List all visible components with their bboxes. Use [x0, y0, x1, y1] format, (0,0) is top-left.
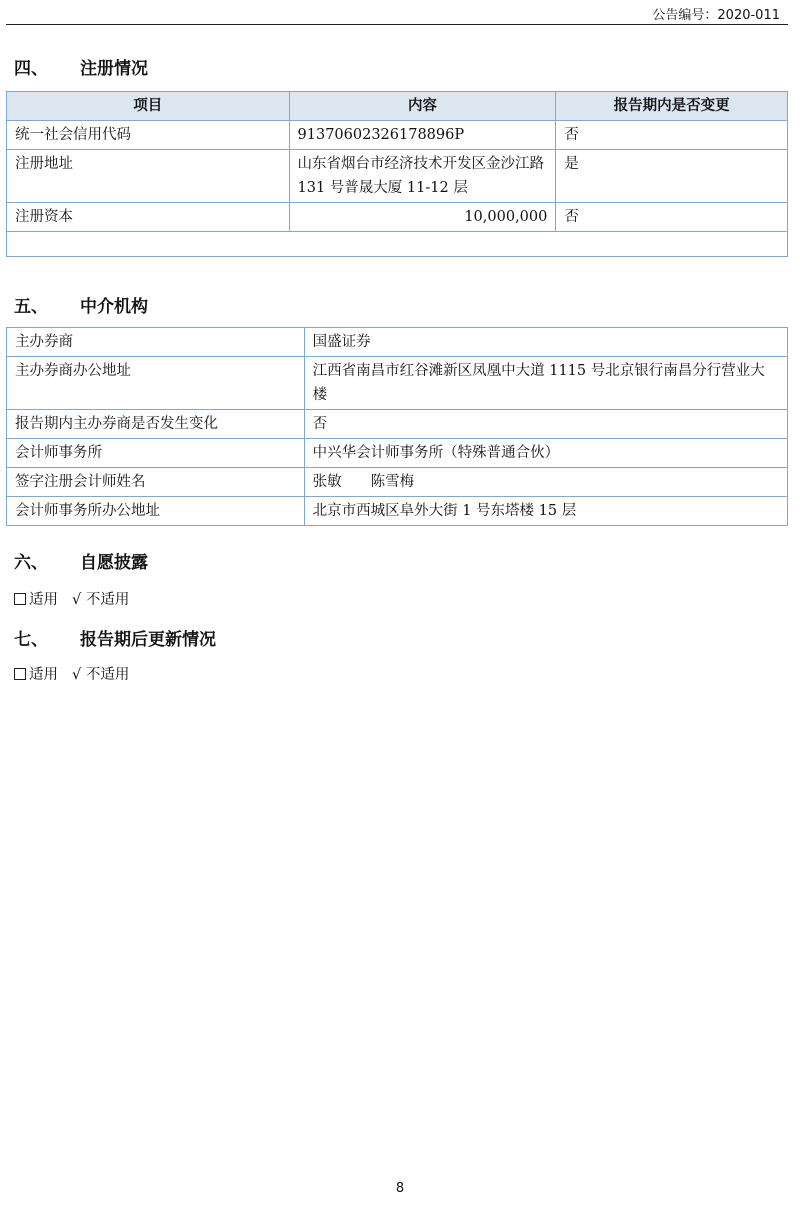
- content-cell: 张敏 陈雪梅: [304, 468, 787, 497]
- column-header: 项目: [7, 92, 290, 121]
- applicable-label: 适用: [29, 667, 58, 683]
- section-7-title: 报告期后更新情况: [80, 630, 216, 650]
- table-row: [7, 497, 788, 526]
- content-cell: 江西省南昌市红谷滩新区凤凰中大道 1115 号北京银行南昌分行营业大楼: [304, 357, 787, 410]
- item-cell: 报告期内主办券商是否发生变化: [7, 410, 305, 439]
- section-5-heading: [14, 292, 148, 317]
- header-divider: [6, 24, 788, 25]
- section-6-heading: [14, 548, 148, 573]
- item-cell: 主办券商办公地址: [7, 357, 305, 410]
- table-row: [7, 439, 788, 468]
- section-4-heading: [14, 54, 148, 79]
- table-row: [7, 328, 788, 357]
- applicable-option: [14, 667, 58, 683]
- item-cell: 注册资本: [7, 203, 290, 232]
- changed-cell: 否: [556, 121, 788, 150]
- section-5-title: 中介机构: [80, 297, 148, 317]
- content-cell: 国盛证券: [304, 328, 787, 357]
- section-7-heading: [14, 625, 216, 650]
- section-7-number: 七、: [14, 630, 48, 650]
- page-number: 8: [395, 1181, 405, 1196]
- item-cell: 主办券商: [7, 328, 305, 357]
- column-header: 内容: [289, 92, 556, 121]
- section-4-number: 四、: [14, 59, 48, 79]
- table-row: [7, 203, 788, 232]
- item-cell: 签字注册会计师姓名: [7, 468, 305, 497]
- not-applicable-option: √ 不适用: [72, 667, 130, 683]
- table-row: [7, 410, 788, 439]
- column-header: 报告期内是否变更: [556, 92, 788, 121]
- content-cell: 10,000,000: [289, 203, 556, 232]
- item-cell: 统一社会信用代码: [7, 121, 290, 150]
- table-row: [7, 468, 788, 497]
- section-5-number: 五、: [14, 297, 48, 317]
- table-row: [7, 150, 788, 203]
- content-cell: 山东省烟台市经济技术开发区金沙江路 131 号普晟大厦 11-12 层: [289, 150, 556, 203]
- section-6-title: 自愿披露: [80, 553, 148, 573]
- empty-cell: [7, 232, 788, 257]
- checkbox-icon: [14, 668, 26, 680]
- applicable-option: [14, 592, 58, 608]
- changed-cell: 否: [556, 203, 788, 232]
- table-row: [7, 121, 788, 150]
- table-header-row: [7, 92, 788, 121]
- intermediary-table: [6, 327, 788, 526]
- announcement-number: 公告编号：2020-011: [652, 8, 780, 23]
- content-cell: 北京市西城区阜外大街 1 号东塔楼 15 层: [304, 497, 787, 526]
- not-applicable-option: √ 不适用: [72, 592, 130, 608]
- content-cell: 91370602326178896P: [289, 121, 556, 150]
- item-cell: 会计师事务所办公地址: [7, 497, 305, 526]
- content-cell: 否: [304, 410, 787, 439]
- section-6-number: 六、: [14, 553, 48, 573]
- table-row: [7, 357, 788, 410]
- changed-cell: 是: [556, 150, 788, 203]
- item-cell: 注册地址: [7, 150, 290, 203]
- content-cell: 中兴华会计师事务所（特殊普通合伙）: [304, 439, 787, 468]
- applicable-label: 适用: [29, 592, 58, 608]
- section-4-title: 注册情况: [80, 59, 148, 79]
- empty-row: [7, 232, 788, 257]
- section-7-options: [14, 663, 129, 684]
- registration-table: [6, 91, 788, 257]
- checkbox-icon: [14, 593, 26, 605]
- section-6-options: [14, 588, 129, 609]
- item-cell: 会计师事务所: [7, 439, 305, 468]
